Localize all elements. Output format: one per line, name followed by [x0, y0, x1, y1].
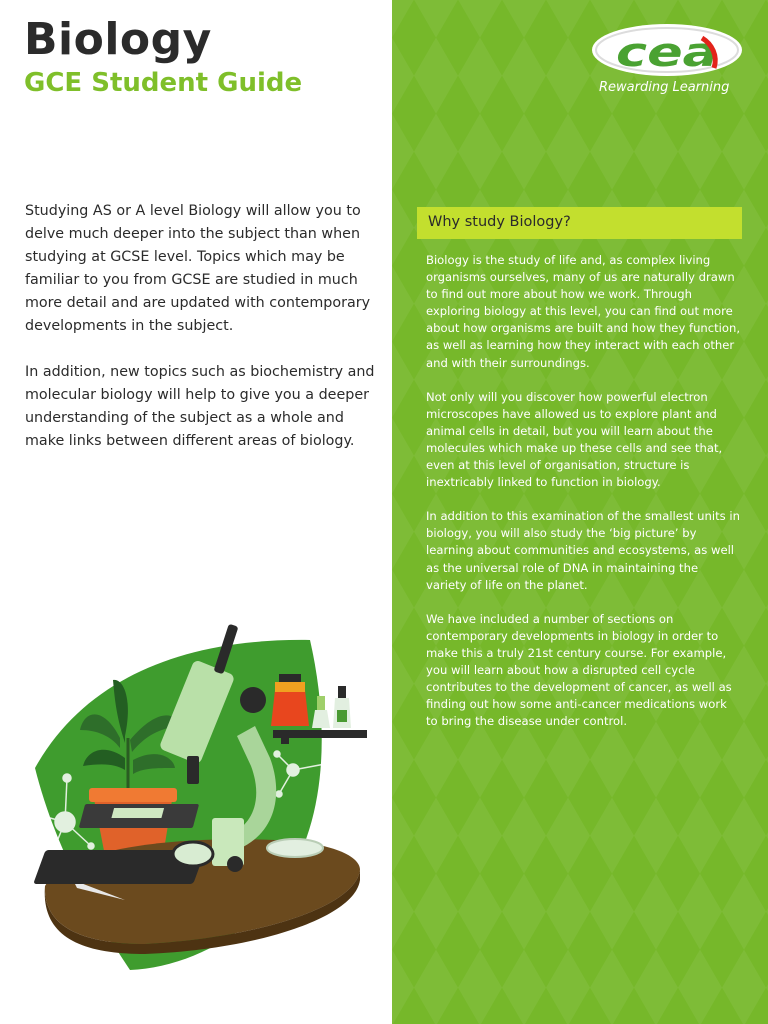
logo-wordmark: cea [616, 30, 718, 76]
intro-paragraph-2: In addition, new topics such as biochemistry and molecular biology will help to give you a deeper understanding of the subject as a whole and make links between different areas of biology. [25, 364, 375, 449]
lab-illustration [25, 618, 370, 978]
sidebar-paragraph-2: Not only will you discover how powerful electron microscopes have allowed us to explore plant and animal cells in detail, but you will learn about the molecules which make up these cells and see that, even at this level of organisation, structure is inextricably linked to function in biology. [426, 389, 723, 490]
section-header-bar [417, 207, 742, 239]
page-title: Biology [24, 14, 212, 65]
sidebar-paragraph-4: We have included a number of sections on contemporary developments in biology in order to make this a truly 21st century course. For example, you will learn about how a disrupted cell cycle contributes to the development of cancer, as well as finding out how some anti-cancer medications work to bring the disease under control. [426, 611, 732, 729]
bottle-icon-tall [333, 686, 351, 728]
section-body [426, 252, 742, 747]
sidebar-paragraph-1: Biology is the study of life and, as complex living organisms ourselves, many of us are naturally drawn to find out more about how we work. Through exploring biology at this level, you can find out more about how organisms are built and how they function, as well as learning how they interact with each other and with their surroundings. [426, 253, 741, 370]
petri-dish-icon [267, 839, 323, 857]
section-title: Why study Biology? [428, 214, 571, 230]
right-panel [392, 0, 768, 1024]
intro-text [25, 200, 375, 476]
sidebar-paragraph-3: In addition to this examination of the smallest units in biology, you will also study the ‘big picture’ by learning about communities and ecosystems, as well as the universal role of DNA in maintaining the variety of life on the planet. [426, 509, 740, 592]
brand-tagline: Rewarding Learning [599, 80, 730, 95]
cea-logo [590, 22, 744, 78]
page-subtitle: GCE Student Guide [24, 68, 303, 98]
intro-paragraph-1: Studying AS or A level Biology will allow you to delve much deeper into the subject than when studying at GCSE level. Topics which may be familiar to you from GCSE are studied in much more detail and are updated with contemporary developments in the subject. [25, 203, 371, 334]
